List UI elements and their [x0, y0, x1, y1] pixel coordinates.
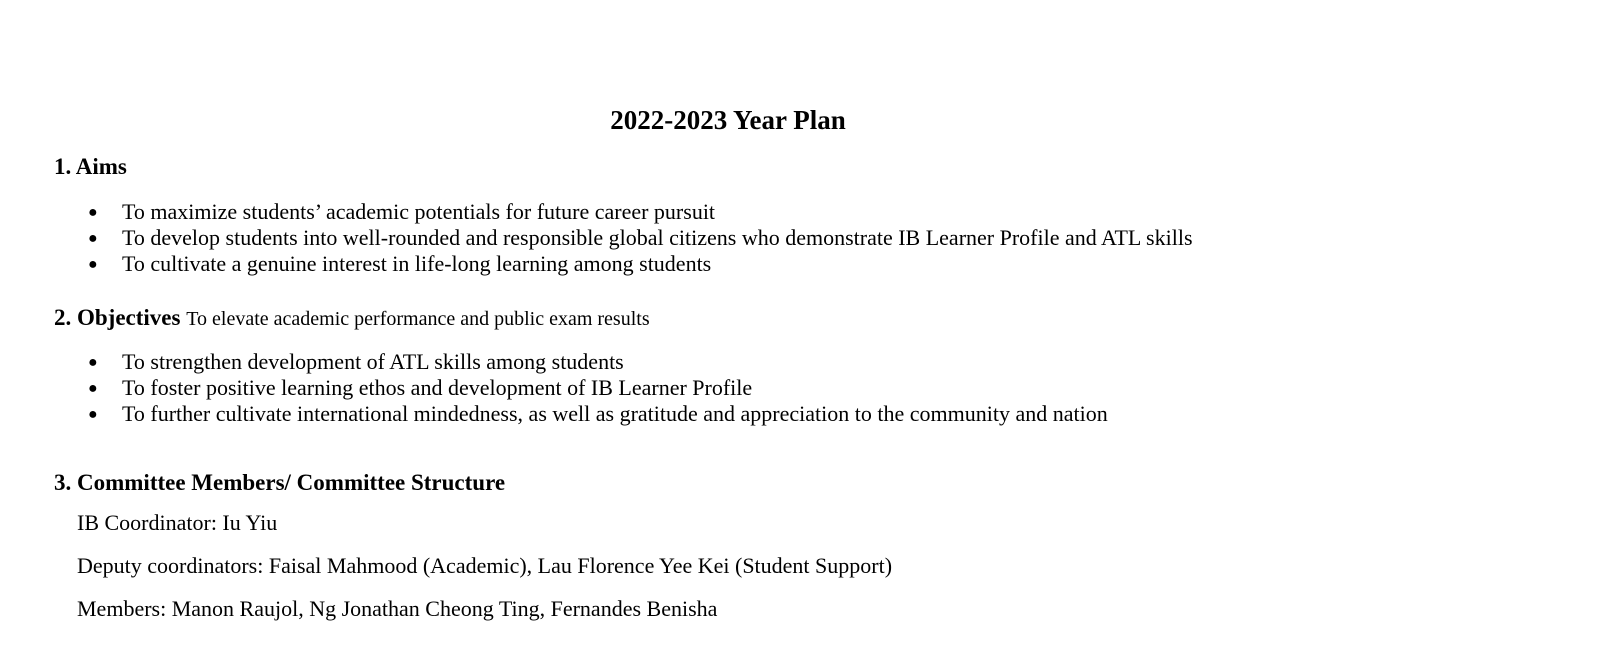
- objectives-list-item: [88, 400, 1108, 428]
- deputy-coordinators-line: Deputy coordinators: Faisal Mahmood (Academic), Lau Florence Yee Kei (Student Support): [77, 553, 893, 578]
- bullet-icon: ●: [88, 380, 98, 397]
- bullet-icon: ●: [88, 230, 98, 247]
- bullet-icon: ●: [88, 204, 98, 221]
- objectives-list-item: [88, 374, 752, 402]
- aims-list-item: [88, 250, 711, 278]
- aims-item-text: To develop students into well-rounded and responsible global citizens who demonstrate IB Learner Profile and ATL skills: [122, 225, 1193, 250]
- objectives-heading-label: 2. Objectives: [54, 305, 181, 330]
- bullet-icon: ●: [88, 354, 98, 371]
- bullet-icon: ●: [88, 406, 98, 423]
- aims-heading: 1. Aims: [54, 154, 127, 179]
- objectives-heading: [54, 303, 650, 334]
- members-line: Members: Manon Raujol, Ng Jonathan Cheong Ting, Fernandes Benisha: [77, 596, 718, 621]
- page-title: 2022-2023 Year Plan: [610, 105, 846, 135]
- committee-heading: 3. Committee Members/ Committee Structure: [54, 470, 506, 495]
- bullet-icon: ●: [88, 256, 98, 273]
- objectives-item-text: To strengthen development of ATL skills among students: [122, 349, 624, 374]
- objectives-item-text: To foster positive learning ethos and development of IB Learner Profile: [122, 375, 753, 400]
- aims-item-text: To cultivate a genuine interest in life-long learning among students: [122, 251, 712, 276]
- objectives-intro: To elevate academic performance and public exam results: [186, 308, 650, 330]
- objectives-list-item: [88, 348, 624, 376]
- aims-list-item: [88, 224, 1193, 252]
- coordinator-line: IB Coordinator: Iu Yiu: [77, 510, 278, 535]
- objectives-item-text: To further cultivate international mindedness, as well as gratitude and appreciation to the community and nation: [122, 401, 1108, 426]
- aims-list-item: [88, 198, 715, 226]
- aims-item-text: To maximize students’ academic potentials for future career pursuit: [122, 199, 716, 224]
